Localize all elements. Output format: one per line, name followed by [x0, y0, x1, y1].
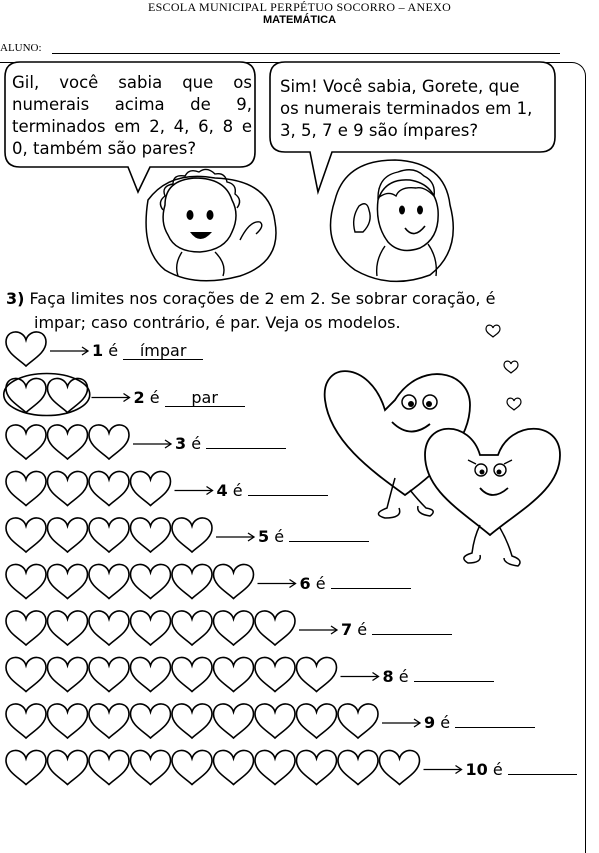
heart-count: 7 [341, 620, 353, 639]
heart-shape [172, 518, 212, 552]
heart-shape [380, 750, 420, 784]
heart-shape [48, 425, 88, 459]
answer-blank[interactable] [289, 541, 369, 542]
row-answer-label [383, 667, 494, 687]
exercise-number: 3) [6, 289, 25, 308]
heart-shape [172, 657, 212, 691]
answer-blank[interactable] [248, 495, 328, 496]
answer-blank[interactable] [455, 727, 535, 728]
answer-blank[interactable] [331, 588, 411, 589]
heart-count: 4 [216, 480, 228, 500]
connector-text: é [144, 387, 165, 407]
heart-shape [89, 564, 129, 598]
heart-shape [6, 471, 46, 505]
heart-shape [6, 518, 46, 552]
heart-count: 10 [465, 759, 488, 779]
row-answer-label [424, 713, 535, 733]
boy-speech-text: Sim! Você sabia, Gorete, que os numerais terminados em 1, 3, 5, 7 e 9 são ímpares? [280, 77, 533, 140]
row-answer-label [300, 574, 411, 594]
boy-illustration [331, 160, 454, 281]
row-answer-label [217, 481, 328, 501]
row-answer-label [258, 527, 369, 547]
connector-text: é [393, 666, 414, 686]
girl-speech-text: Gil, você sabia que os numerais acima de 9, terminados em 2, 4, 6, 8 e 0, também são pares? [12, 73, 252, 158]
heart-shape [48, 564, 88, 598]
heart-shape [48, 704, 88, 738]
connector-text: é [227, 480, 248, 500]
heart-shape [255, 657, 295, 691]
heart-shape [131, 657, 171, 691]
heart-shape [6, 425, 46, 459]
heart-shape [338, 750, 378, 784]
connector-text: é [487, 759, 508, 779]
heart-shape [172, 704, 212, 738]
school-name: ESCOLA MUNICIPAL PERPÉTUO SOCORRO – ANEXO [147, 0, 452, 14]
heart-count: 6 [299, 573, 311, 593]
heart-shape [297, 750, 337, 784]
row-answer-label [341, 620, 452, 640]
exercise-line-1: Faça limites nos corações de 2 em 2. Se sobrar coração, é [29, 289, 496, 308]
heart-shape [6, 657, 46, 691]
heart-shape [89, 704, 129, 738]
heart-shape [89, 611, 129, 645]
heart-shape [214, 564, 254, 598]
heart-shape [131, 564, 171, 598]
heart-shape [131, 750, 171, 784]
heart-shape [89, 657, 129, 691]
heart-shape [214, 657, 254, 691]
heart-shape [6, 704, 46, 738]
heart-count: 2 [133, 387, 145, 407]
heart-shape [6, 332, 46, 366]
heart-shape [214, 611, 254, 645]
connector-text: é [103, 341, 124, 360]
girl-illustration [146, 169, 276, 280]
heart-shape [48, 750, 88, 784]
heart-shape [6, 750, 46, 784]
heart-shape [338, 704, 378, 738]
answer-blank[interactable] [414, 681, 494, 682]
heart-count: 3 [175, 434, 187, 453]
heart-shape [6, 564, 46, 598]
heart-shape [297, 657, 337, 691]
subject-title: MATEMÁTICA [262, 14, 337, 26]
heart-count: 8 [382, 666, 394, 686]
exercise-instructions [6, 287, 556, 335]
connector-text: é [269, 527, 290, 546]
heart-shape [48, 657, 88, 691]
heart-shape [131, 518, 171, 552]
heart-shape [48, 518, 88, 552]
heart-shape [48, 471, 88, 505]
heart-shape [172, 564, 212, 598]
row-answer-label [134, 388, 245, 408]
heart-shape [6, 611, 46, 645]
heart-shape [89, 750, 129, 784]
row-answer-label [175, 434, 286, 454]
heart-count: 9 [424, 713, 436, 732]
answer-blank[interactable] [206, 448, 286, 449]
heart-shape [89, 425, 129, 459]
heart-shape [131, 471, 171, 505]
connector-text: é [186, 434, 207, 453]
answer-blank[interactable] [372, 634, 452, 635]
heart-shape [131, 611, 171, 645]
answer-blank[interactable] [508, 774, 578, 775]
heart-shape [131, 704, 171, 738]
answer-blank[interactable]: par [165, 389, 245, 407]
heart-shape [172, 611, 212, 645]
heart-shape [89, 471, 129, 505]
connector-text: é [435, 713, 456, 732]
row-answer-label [466, 760, 578, 780]
heart-count: 1 [92, 341, 104, 360]
heart-shape [89, 518, 129, 552]
heart-count: 5 [258, 527, 270, 546]
heart-shape [214, 704, 254, 738]
answer-blank[interactable]: ímpar [123, 342, 203, 360]
connector-text: é [352, 620, 373, 639]
row-answer-label [92, 341, 203, 361]
heart-shape [255, 750, 295, 784]
exercise-line-2: impar; caso contrário, é par. Veja os modelos. [34, 313, 401, 332]
connector-text: é [310, 573, 331, 593]
heart-shape [297, 704, 337, 738]
heart-shape [255, 704, 295, 738]
student-label: ALUNO: [0, 42, 42, 54]
heart-shape [255, 611, 295, 645]
heart-shape [214, 750, 254, 784]
heart-shape [172, 750, 212, 784]
heart-shape [48, 611, 88, 645]
